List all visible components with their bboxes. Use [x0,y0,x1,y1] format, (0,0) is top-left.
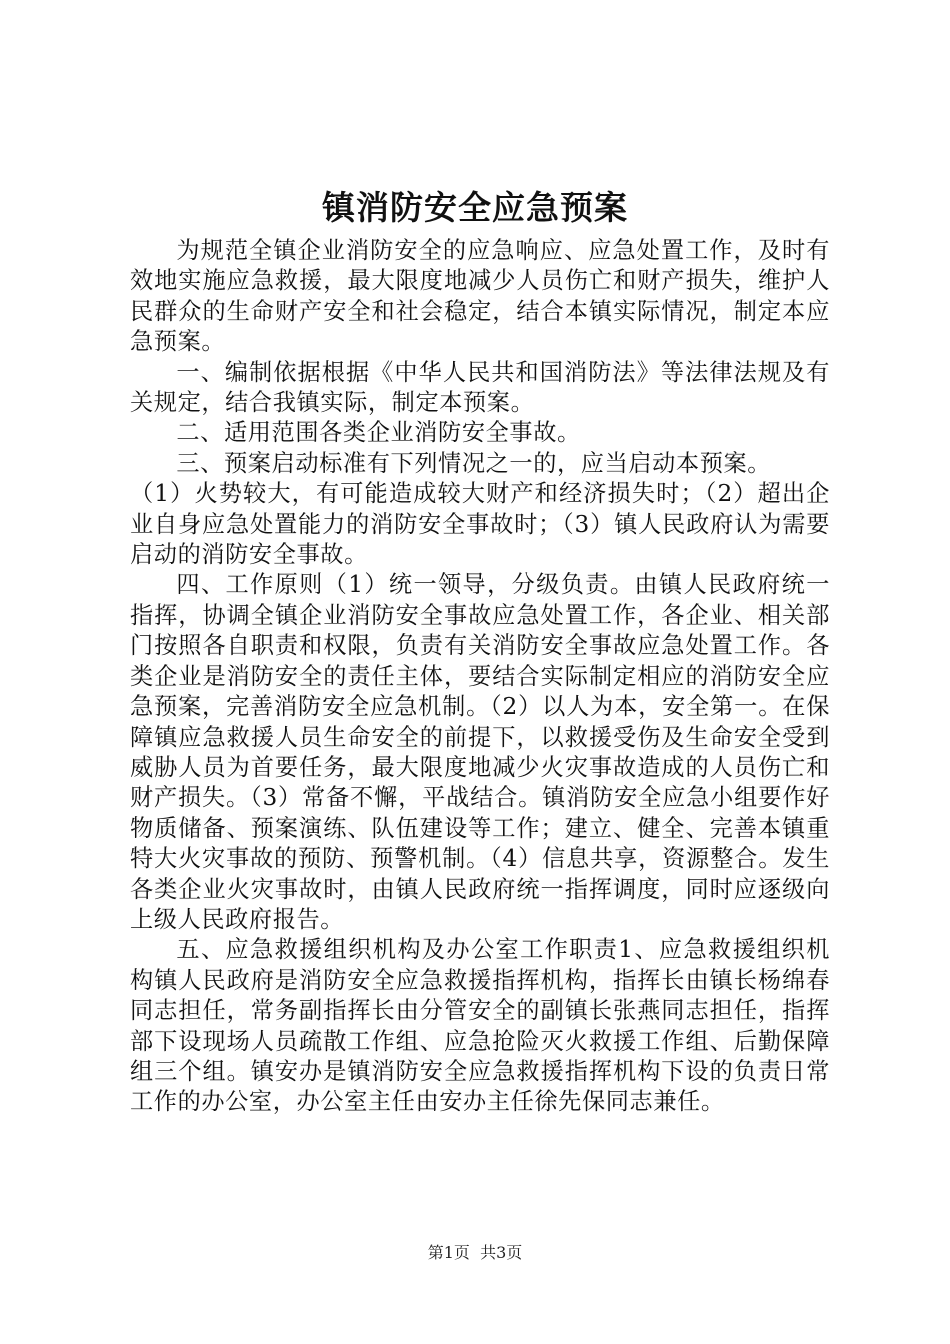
document-title: 镇消防安全应急预案 [322,188,628,227]
page-footer [0,1242,950,1264]
document-body [130,236,830,1118]
section-scope-paragraph: 二、适用范围各类企业消防安全事故。 [176,419,581,447]
intro-paragraph: 为规范全镇企业消防安全的应急响应、应急处置工作，及时有效地实施应急救援，最大限度地减少人员伤亡和财产损失，维护人民群众的生命财产安全和社会稳定，结合本镇实际情况，制定本应急预案。 [130,237,830,356]
section-trigger-paragraph: 三、预案启动标准有下列情况之一的，应当启动本预案。 [176,449,772,477]
section-basis-paragraph: 一、编制依据根据《中华人民共和国消防法》等法律法规及有关规定，结合我镇实际，制定本预案。 [130,358,830,417]
total-pages: 共3页 [480,1243,523,1262]
section-principles-paragraph: 四、工作原则（1）统一领导，分级负责。由镇人民政府统一指挥，协调全镇企业消防安全事故应急处置工作，各企业、相关部门按照各自职责和权限，负责有关消防安全事故应急处置工作。各类企业是消防安全的责任主体，要结合实际制定相应的消防安全应急预案，完善消防安全应急机制。（2）以人为本，安全第一。在保障镇应急救援人员生命安全的前提下，以救援受伤及生命安全受到威胁人员为首要任务，最大限度地减少火灾事故造成的人员伤亡和财产损失。（3）常备不懈，平战结合。镇消防安全应急小组要作好物质储备、预案演练、队伍建设等工作；建立、健全、完善本镇重特大火灾事故的预防、预警机制。（4）信息共享，资源整合。发生各类企业火灾事故时，由镇人民政府统一指挥调度，同时应逐级向上级人民政府报告。 [130,571,830,933]
section-organization-paragraph: 五、应急救援组织机构及办公室工作职责1、应急救援组织机构镇人民政府是消防安全应急救援指挥机构，指挥长由镇长杨绵春同志担任，常务副指挥长由分管安全的副镇长张燕同志担任，指挥部下设现场人员疏散工作组、应急抢险灭火救援工作组、后勤保障组三个组。镇安办是镇消防安全应急救援指挥机构下设的负责日常工作的办公室，办公室主任由安办主任徐先保同志兼任。 [130,936,830,1116]
footer-separator [470,1243,480,1262]
page-number: 第1页 [427,1243,470,1262]
trigger-conditions-paragraph: （1）火势较大，有可能造成较大财产和经济损失时；（2）超出企业自身应急处置能力的消防安全事故时；（3）镇人民政府认为需要启动的消防安全事故。 [130,480,830,569]
